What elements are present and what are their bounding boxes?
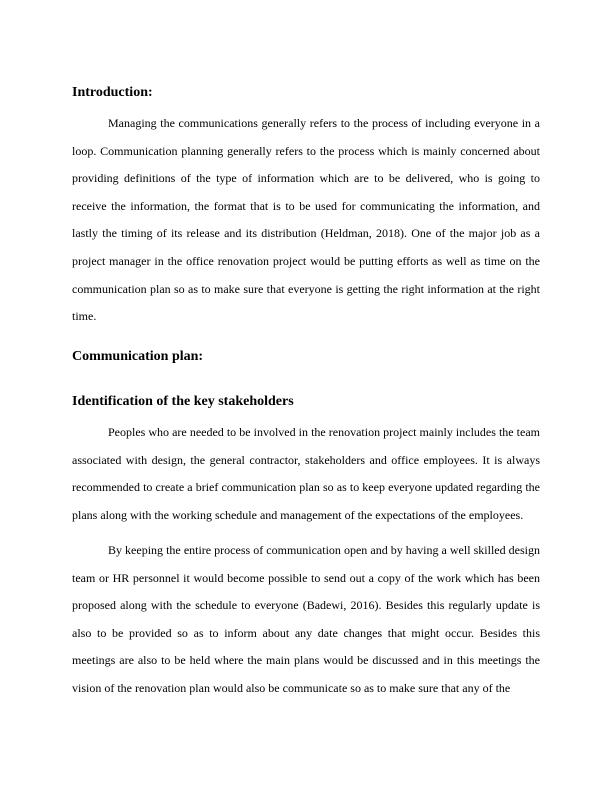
stakeholders-heading: Identification of the key stakeholders [72,394,294,409]
introduction-heading: Introduction: [72,85,153,100]
introduction-paragraph: Managing the communications generally refers to the process of including everyone in a loop. Communication planning generally refers to the process which is mainly concerned about providing definitions of the type of information which are to be delivered, who is going to receive the information, the format that is to be used for communicating the information, and lastly the timing of its release and its distribution (Heldman, 2018). One of the major job as a project manager in the office renovation project would be putting efforts as well as time on the communication plan so as to make sure that everyone is getting the right information at the right time. [72,116,540,324]
stakeholders-paragraph-1: Peoples who are needed to be involved in the renovation project mainly includes the team associated with design, the general contractor, stakeholders and office employees. It is always recommended to create a brief communication plan so as to keep everyone updated regarding the plans along with the working schedule and management of the expectations of the employees. [72,425,540,522]
communication-plan-heading: Communication plan: [72,349,204,364]
stakeholders-paragraph-2: By keeping the entire process of communication open and by having a well skilled design team or HR personnel it would become possible to send out a copy of the work which has been proposed along with the schedule to everyone (Badewi, 2016). Besides this regularly update is also to be provided so as to inform about any date changes that might occur. Besides this meetings are also to be held where the main plans would be discussed and in this meetings the vision of the renovation plan would also be communicate so as to make sure that any of the [72,543,540,695]
